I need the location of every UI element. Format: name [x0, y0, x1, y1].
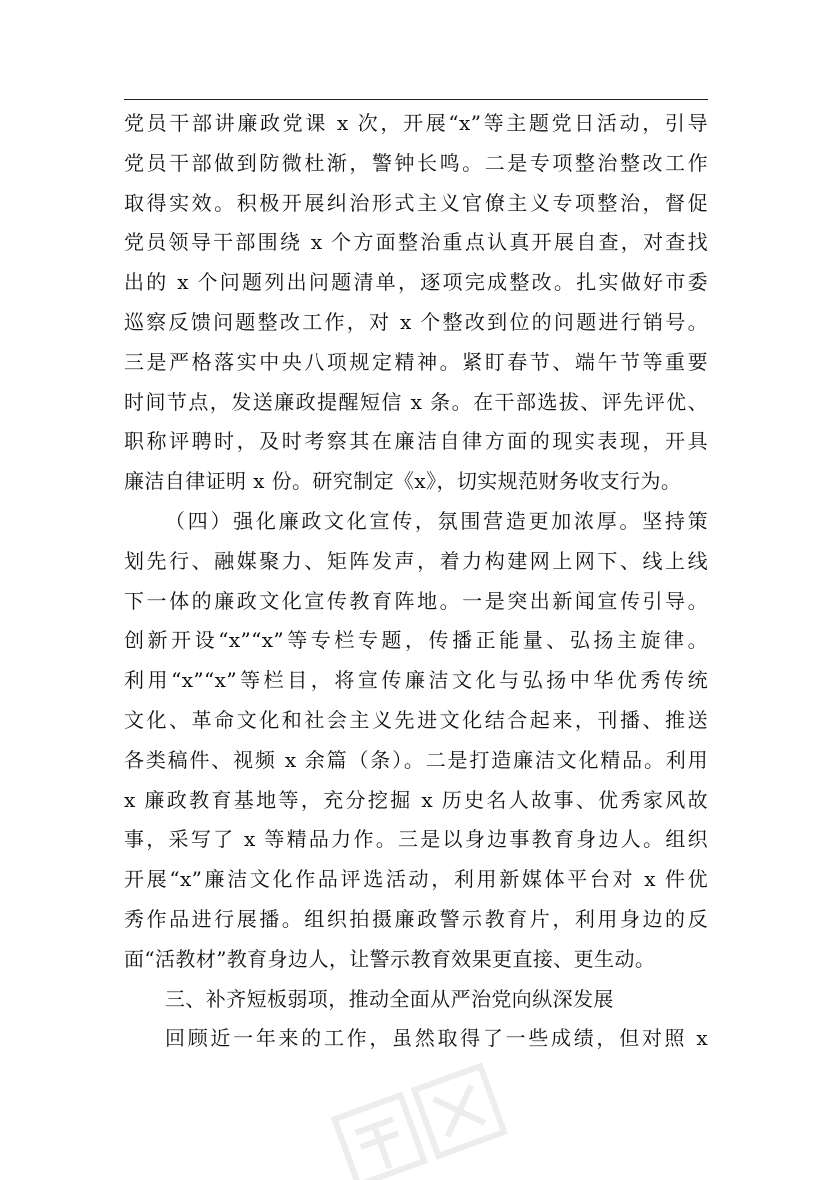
- text-line: 利用“x”“x”等栏目，将宣传廉洁文化与弘扬中华优秀传统: [124, 668, 708, 693]
- text-line: 党员干部讲廉政党课 x 次，开展“x”等主题党日活动，引导: [124, 111, 708, 135]
- section-heading-line: （四）强化廉政文化宣传，氛围营造更加浓厚。坚持策: [165, 508, 708, 533]
- text-line: 廉洁自律证明 x 份。研究制定《x》，切实规范财务收支行为。: [124, 469, 682, 494]
- text-line: 创新开设“x”“x”等专栏专题，传播正能量、弘扬主旋律。: [124, 628, 708, 653]
- watermark-icon: [300, 1060, 540, 1180]
- text-line: 时间节点，发送廉政提醒短信 x 条。在干部选拔、评先评优、: [124, 389, 708, 414]
- text-line: 巡察反馈问题整改工作，对 x 个整改到位的问题进行销号。: [124, 309, 708, 334]
- text-line: 各类稿件、视频 x 余篇（条）。二是打造廉洁文化精品。利用: [124, 747, 708, 772]
- text-line: 职称评聘时，及时考察其在廉洁自律方面的现实表现，开具: [124, 429, 708, 454]
- text-line: 文化、革命文化和社会主义先进文化结合起来，刊播、推送: [124, 707, 708, 732]
- text-line: 三是严格落实中央八项规定精神。紧盯春节、端午节等重要: [124, 349, 708, 374]
- chapter-heading: 三、补齐短板弱项，推动全面从严治党向纵深发展: [165, 986, 614, 1011]
- text-line: 划先行、融媒聚力、矩阵发声，着力构建网上网下、线上线: [124, 548, 708, 573]
- text-line: 党员领导干部围绕 x 个方面整治重点认真开展自查，对查找: [124, 230, 708, 255]
- text-line: 面“活教材”教育身边人，让警示教育效果更直接、更生动。: [124, 946, 656, 971]
- text-line: 党员干部做到防微杜渐，警钟长鸣。二是专项整治整改工作: [124, 150, 708, 175]
- text-line: 回顾近一年来的工作，虽然取得了一些成绩，但对照 x: [165, 1026, 708, 1051]
- text-line: 秀作品进行展播。组织拍摄廉政警示教育片，利用身边的反: [124, 906, 708, 931]
- text-line: 下一体的廉政文化宣传教育阵地。一是突出新闻宣传引导。: [124, 588, 708, 613]
- text-line: 出的 x 个问题列出问题清单，逐项完成整改。扎实做好市委: [124, 270, 708, 295]
- text-line: 取得实效。积极开展纠治形式主义官僚主义专项整治，督促: [124, 190, 708, 215]
- header-rule: [124, 99, 708, 100]
- text-line: x 廉政教育基地等，充分挖掘 x 历史名人故事、优秀家风故: [124, 787, 708, 812]
- document-body: [124, 104, 708, 1059]
- text-line: 事，采写了 x 等精品力作。三是以身边事教育身边人。组织: [124, 827, 708, 852]
- text-line: 开展“x”廉洁文化作品评选活动，利用新媒体平台对 x 件优: [124, 867, 708, 892]
